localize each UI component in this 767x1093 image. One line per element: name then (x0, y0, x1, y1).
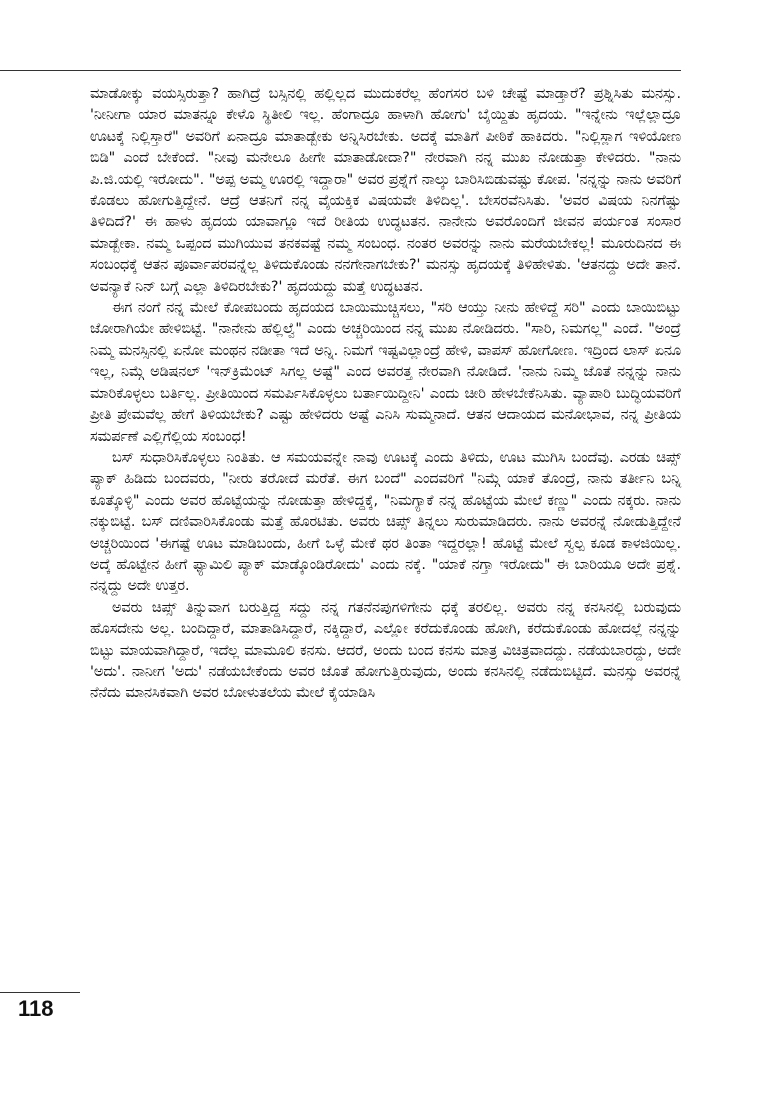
footer-rule (0, 992, 80, 993)
body-text (90, 84, 681, 705)
paragraph-3: ಬಸ್ ಸುಧಾರಿಸಿಕೊಳ್ಳಲು ನಿಂತಿತು. ಆ ಸಮಯವನ್ನೇ ನಾವು ಊಟಕ್ಕೆ ಎಂದು ತಿಳಿದು, ಊಟ ಮುಗಿಸಿ ಬಂದೆವು. ಎರಡು ಚಿಪ್ಸ್ ಪ್ಯಾಕ್ ಹಿಡಿದು ಬಂದವರು, "ನೀರು ತರೋದೆ ಮರೆತೆ. ಈಗ ಬಂದೆ" ಎಂದವರಿಗೆ "ನಿಮ್ಗೆ ಯಾಕೆ ತೊಂದ್ರೆ, ನಾನು ತರ್ತೀನಿ ಬನ್ನಿ ಕೂತ್ಕೊಳ್ಳಿ" ಎಂದು ಅವರ ಹೊಟ್ಟೆಯನ್ನು ನೋಡುತ್ತಾ ಹೇಳಿದ್ದಕ್ಕೆ, "ನಿಮಗ್ಯಾಕೆ ನನ್ನ ಹೊಟ್ಟೆಯ ಮೇಲೆ ಕಣ್ಣು" ಎಂದು ನಕ್ಕರು. ನಾನು ನಕ್ಕುಬಿಟ್ಟೆ. ಬಸ್ ದಣಿವಾರಿಸಿಕೊಂಡು ಮತ್ತೆ ಹೊರಟಿತು. ಅವರು ಚಿಪ್ಸ್ ತಿನ್ನಲು ಸುರುಮಾಡಿದರು. ನಾನು ಅವರನ್ನೆ ನೋಡುತ್ತಿದ್ದೇನೆ ಅಚ್ಚರಿಯಿಂದ 'ಈಗಷ್ಟೆ ಊಟ ಮಾಡಿಬಂದು, ಹೀಗೆ ಒಳ್ಳೆ ಮೇಕೆ ಥರ ತಿಂತಾ ಇದ್ದರಲ್ಲಾ! ಹೊಟ್ಟೆ ಮೇಲೆ ಸ್ವಲ್ಪ ಕೂಡ ಕಾಳಜಿಯಿಲ್ಲ. ಅದ್ಕೆ ಹೊಟ್ಟೇನ ಹೀಗೆ ಫ್ಯಾಮಿಲಿ ಪ್ಯಾಕ್ ಮಾಡ್ಕೊಂಡಿರೋದು' ಎಂದು ನಕ್ಕೆ. "ಯಾಕೆ ನಗ್ತಾ ಇರೋದು" ಈ ಬಾರಿಯೂ ಅದೇ ಪ್ರಶ್ನೆ. ನನ್ನದ್ದು ಅದೇ ಉತ್ತರ. (90, 449, 681, 595)
header-rule (0, 70, 681, 71)
paragraph-1: ಮಾಡೋಕ್ಕು ವಯಸ್ಸಿರುತ್ತಾ? ಹಾಗಿದ್ರೆ ಬಸ್ಸಿನಲ್ಲಿ ಹಲ್ಲಿಲ್ಲದ ಮುದುಕರೆಲ್ಲ ಹೆಂಗಸರ ಬಳಿ ಚೇಷ್ಟೆ ಮಾಡ್ತಾರೆ? ಪ್ರಶ್ನಿಸಿತು ಮನಸ್ಸು. 'ನೀನೀಗಾ ಯಾರ ಮಾತನ್ನೂ ಕೇಳೊ ಸ್ಥಿತೀಲಿ ಇಲ್ಲ. ಹೆಂಗಾದ್ರೂ ಹಾಳಾಗಿ ಹೋಗು' ಬೈಯ್ದಿತು ಹೃದಯ. "ಇನ್ನೇನು ಇಲ್ಲೆಲ್ಲಾದ್ರೂ ಊಟಕ್ಕೆ ನಿಲ್ಲಿಸ್ತಾರೆ" ಅವರಿಗೆ ಏನಾದ್ರೂ ಮಾತಾಡ್ಬೇಕು ಅನ್ನಿಸಿರಬೇಕು. ಅದಕ್ಕೆ ಮಾತಿಗೆ ಪೀಠಿಕೆ ಹಾಕಿದರು. "ನಿಲ್ಲಿಸ್ಲಾಗ ಇಳಿಯೋಣ ಬಿಡಿ" ಎಂದೆ ಬೇಕೆಂದೆ. "ನೀವು ಮನೇಲೂ ಹೀಗೇ ಮಾತಾಡೋದಾ?" ನೇರವಾಗಿ ನನ್ನ ಮುಖ ನೋಡುತ್ತಾ ಕೇಳಿದರು. "ನಾನು ಪಿ.ಜಿ.ಯಲ್ಲಿ ಇರೋದು". "ಅಪ್ಪ ಅಮ್ಮ ಊರಲ್ಲಿ ಇದ್ದಾರಾ" ಅವರ ಪ್ರಶ್ನೆಗೆ ನಾಲ್ಕು ಬಾರಿಸಿಬಿಡುವಷ್ಟು ಕೋಪ. 'ನನ್ನನ್ನು ನಾನು ಅವರಿಗೆ ಕೊಡಲು ಹೋಗುತ್ತಿದ್ದೇನೆ. ಆದ್ರೆ ಆತನಿಗೆ ನನ್ನ ವೈಯಕ್ತಿಕ ವಿಷಯವೇ ತಿಳಿದಿಲ್ಲ'. ಬೇಸರವೆನಿಸಿತು. 'ಅವರ ವಿಷಯ ನಿನಗೆಷ್ಟು ತಿಳಿದಿದೆ?' ಈ ಹಾಳು ಹೃದಯ ಯಾವಾಗ್ಲೂ ಇದೆ ರೀತಿಯ ಉದ್ಧಟತನ. ನಾನೇನು ಅವರೊಂದಿಗೆ ಜೀವನ ಪರ್ಯಂತ ಸಂಸಾರ ಮಾಡ್ಬೇಕಾ. ನಮ್ಮ ಒಪ್ಪಂದ ಮುಗಿಯುವ ತನಕವಷ್ಟೆ ನಮ್ಮ ಸಂಬಂಧ. ನಂತರ ಅವರನ್ನು ನಾನು ಮರೆಯಬೇಕಲ್ಲ! ಮೂರುದಿನದ ಈ ಸಂಬಂಧಕ್ಕೆ ಆತನ ಪೂರ್ವಾಪರವನ್ನೆಲ್ಲ ತಿಳಿದುಕೊಂಡು ನನಗೇನಾಗಬೇಕು?' ಮನಸ್ಸು ಹೃದಯಕ್ಕೆ ತಿಳಿಹೇಳಿತು. 'ಆತನದ್ದು ಅದೇ ತಾನೆ. ಅವನ್ಯಾಕೆ ನಿನ್ ಬಗ್ಗೆ ಎಲ್ಲಾ ತಿಳಿದಿರಬೇಕು?' ಹೃದಯದ್ದು ಮತ್ತೆ ಉದ್ಧಟತನ. (90, 86, 681, 295)
paragraph-2: ಈಗ ನಂಗೆ ನನ್ನ ಮೇಲೆ ಕೋಪಬಂದು ಹೃದಯದ ಬಾಯಿಮುಚ್ಚಿಸಲು, "ಸರಿ ಆಯ್ತು ನೀನು ಹೇಳಿದ್ದೆ ಸರಿ" ಎಂದು ಬಾಯಿಬಿಟ್ಟು ಜೋರಾಗಿಯೇ ಹೇಳಿಬಿಟ್ಟೆ. "ನಾನೇನು ಹೆಲ್ಲಿಲ್ವೆ" ಎಂದು ಅಚ್ಚರಿಯಿಂದ ನನ್ನ ಮುಖ ನೋಡಿದರು. "ಸಾರಿ, ನಿಮಗಲ್ಲ" ಎಂದೆ. "ಅಂದ್ರೆ ನಿಮ್ಮ ಮನಸ್ಸಿನಲ್ಲಿ ಏನೋ ಮಂಥನ ನಡೀತಾ ಇದೆ ಅನ್ನಿ. ನಿಮಗೆ ಇಷ್ಟವಿಲ್ಲಾಂದ್ರೆ ಹೇಳಿ, ವಾಪಸ್ ಹೋಗೋಣ. ಇದ್ರಿಂದ ಲಾಸ್ ಏನೂ ಇಲ್ಲ, ನಿಮ್ಗೆ ಅಡಿಷನಲ್ 'ಇನ್‌ಕ್ರಿಮೆಂಟ್ ಸಿಗಲ್ಲ ಅಷ್ಟೆ" ಎಂದ ಅವರತ್ತ ನೇರವಾಗಿ ನೋಡಿದೆ. 'ನಾನು ನಿಮ್ಮ ಜೊತೆ ನನ್ನನ್ನು ನಾನು ಮಾರಿಕೊಳ್ಳಲು ಬರ್ತಿಲ್ಲ. ಪ್ರೀತಿಯಿಂದ ಸಮರ್ಪಿಸಿಕೊಳ್ಳಲು ಬರ್ತಾಯಿದ್ದೀನಿ' ಎಂದು ಚೀರಿ ಹೇಳಬೇಕೆನಿಸಿತು. ವ್ಯಾಪಾರಿ ಬುದ್ಧಿಯವರಿಗೆ ಪ್ರೀತಿ ಪ್ರೇಮವೆಲ್ಲ ಹೇಗೆ ತಿಳಿಯಬೇಕು? ಎಷ್ಟು ಹೇಳಿದರು ಅಷ್ಟೆ ಎನಿಸಿ ಸುಮ್ಮನಾದೆ. ಆತನ ಆದಾಯದ ಮನೋಭಾವ, ನನ್ನ ಪ್ರೀತಿಯ ಸಮರ್ಪಣೆ ಎಲ್ಲಿಗೆಲ್ಲಿಯ ಸಂಬಂಧ! (90, 300, 681, 445)
paragraph-4: ಅವರು ಚಿಪ್ಸ್ ತಿನ್ನುವಾಗ ಬರುತ್ತಿದ್ದ ಸದ್ದು ನನ್ನ ಗತನೆನಪುಗಳಿಗೇನು ಧಕ್ಕೆ ತರಲಿಲ್ಲ. ಅವರು ನನ್ನ ಕನಸಿನಲ್ಲಿ ಬರುವುದು ಹೊಸದೇನು ಅಲ್ಲ. ಬಂದಿದ್ದಾರೆ, ಮಾತಾಡಿಸಿದ್ದಾರೆ, ನಕ್ಕಿದ್ದಾರೆ, ಎಲ್ಲೋ ಕರೆದುಕೊಂಡು ಹೋಗಿ, ಕರೆದುಕೊಂಡು ಹೋದಲ್ಲೆ ನನ್ನನ್ನು ಬಿಟ್ಟು ಮಾಯವಾಗಿದ್ದಾರೆ, ಇದೆಲ್ಲ ಮಾಮೂಲಿ ಕನಸು. ಆದರೆ, ಅಂದು ಬಂದ ಕನಸು ಮಾತ್ರ ವಿಚಿತ್ರವಾದದ್ದು. ನಡೆಯಬಾರದ್ದು, ಅದೇ 'ಅದು'. ನಾನೀಗ 'ಅದು' ನಡೆಯಬೇಕೆಂದು ಅವರ ಜೊತೆ ಹೋಗುತ್ತಿರುವುದು, ಅಂದು ಕನಸಿನಲ್ಲಿ ನಡೆದುಬಿಟ್ಟಿದೆ. ಮನಸ್ಸು ಅವರನ್ನೆ ನೆನೆದು ಮಾನಸಿಕವಾಗಿ ಅವರ ಬೋಳುತಲೆಯ ಮೇಲೆ ಕೈಯಾಡಿಸಿ (90, 599, 681, 702)
page-number: 118 (18, 996, 54, 1021)
